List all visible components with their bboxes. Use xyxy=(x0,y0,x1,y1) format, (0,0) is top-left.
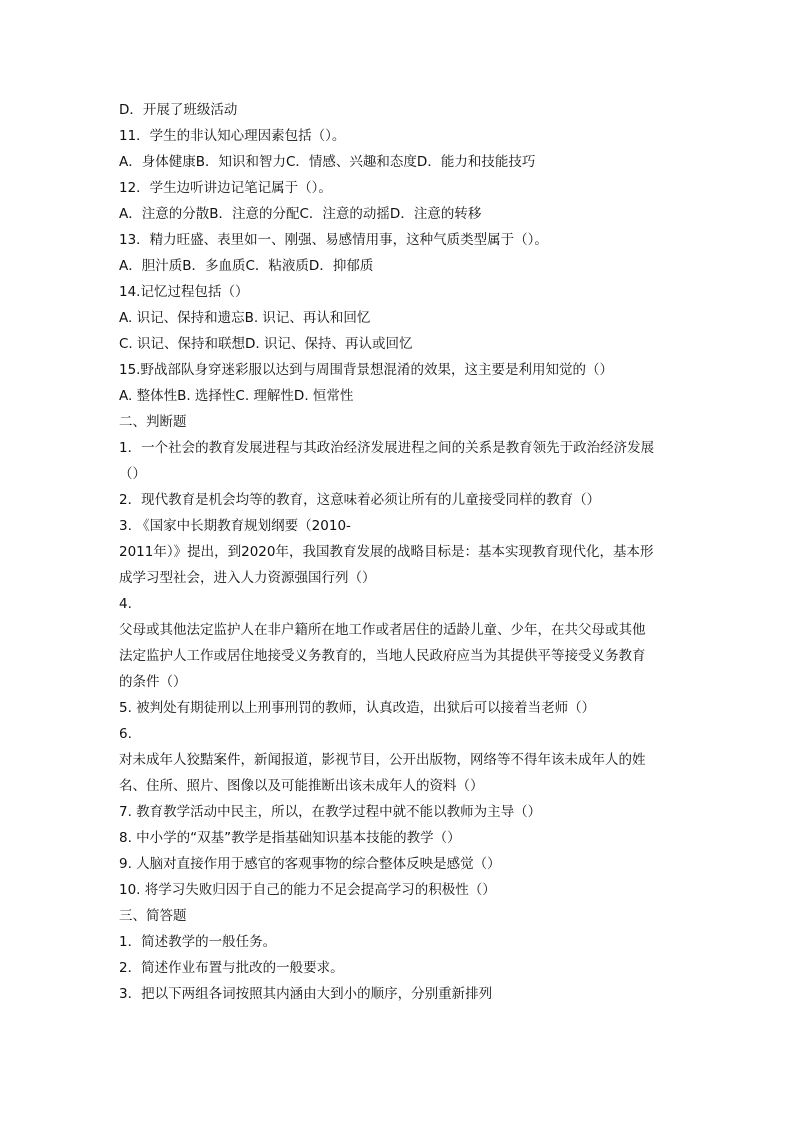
judgement-1-line-1: 1．一个社会的教育发展进程与其政治经济发展进程之间的关系是教育领先于政治经济发展 xyxy=(119,440,655,456)
question-11-options: A．身体健康B．知识和智力C．情感、兴趣和态度D．能力和技能技巧 xyxy=(119,154,536,170)
judgement-7: 7. 教育教学活动中民主，所以，在教学过程中就不能以教师为主导（） xyxy=(119,804,542,820)
judgement-4-line-1: 父母或其他法定监护人在非户籍所在地工作或者居住的适龄儿童、少年，在共父母或其他 xyxy=(119,622,646,638)
judgement-3-line-2: 2011年）》提出，到2020年，我国教育发展的战略目标是：基本实现教育现代化，基本形 xyxy=(119,544,654,560)
document-body xyxy=(119,97,679,1007)
judgement-5: 5. 被判处有期徒刑以上刑事刑罚的教师，认真改造，出狱后可以接着当老师（） xyxy=(119,700,596,716)
question-14-options-cd: C. 识记、保持和联想D. 识记、保持、再认或回忆 xyxy=(119,336,413,352)
question-14: 14.记忆过程包括（） xyxy=(119,284,249,300)
short-answer-1: 1．简述教学的一般任务。 xyxy=(119,934,277,950)
question-13-options: A．胆汁质B．多血质C．粘液质D．抑郁质 xyxy=(119,258,374,274)
judgement-4-number: 4. xyxy=(119,596,132,612)
question-15: 15.野战部队身穿迷彩服以达到与周围背景想混淆的效果，这主要是利用知觉的（） xyxy=(119,362,613,378)
judgement-6-line-2: 名、住所、照片、图像以及可能推断出该未成年人的资料（） xyxy=(119,778,484,794)
judgement-6-line-1: 对未成年人狡黠案件，新闻报道，影视节目，公开出版物，网络等不得年该未成年人的姓 xyxy=(119,752,646,768)
option-line-d: D．开展了班级活动 xyxy=(119,102,238,118)
short-answer-3: 3．把以下两组各词按照其内涵由大到小的顺序，分别重新排列 xyxy=(119,986,493,1002)
short-answer-2: 2．简述作业布置与批改的一般要求。 xyxy=(119,960,344,976)
section-heading-short-answer: 三、简答题 xyxy=(119,908,187,924)
judgement-4-line-2: 法定监护人工作或居住地接受义务教育的，当地人民政府应当为其提供平等接受义务教育 xyxy=(119,648,646,664)
judgement-1-line-2: （） xyxy=(119,466,146,482)
judgement-3-line-3: 成学习型社会，进入人力资源强国行列（） xyxy=(119,570,376,586)
question-14-options-ab: A. 识记、保持和遗忘B. 识记、再认和回忆 xyxy=(119,310,371,326)
judgement-6-number: 6. xyxy=(119,726,132,742)
question-11: 11．学生的非认知心理因素包括（）。 xyxy=(119,128,346,144)
judgement-9: 9. 人脑对直接作用于感官的客观事物的综合整体反映是感觉（） xyxy=(119,856,501,872)
judgement-2: 2．现代教育是机会均等的教育，这意味着必须让所有的儿童接受同样的教育（） xyxy=(119,492,601,508)
question-12: 12．学生边听讲边记笔记属于（）。 xyxy=(119,180,332,196)
question-12-options: A．注意的分散B．注意的分配C．注意的动摇D．注意的转移 xyxy=(119,206,482,222)
judgement-3-line-1: 3. 《国家中长期教育规划纲要（2010- xyxy=(119,518,351,534)
question-15-options: A. 整体性B. 选择性C. 理解性D. 恒常性 xyxy=(119,388,354,404)
question-13: 13．精力旺盛、表里如一、刚强、易感情用事，这种气质类型属于（）。 xyxy=(119,232,548,248)
judgement-10: 10. 将学习失败归因于自己的能力不足会提高学习的积极性（） xyxy=(119,882,496,898)
judgement-4-line-3: 的条件（） xyxy=(119,674,187,690)
judgement-8: 8. 中小学的“双基”教学是指基础知识基本技能的教学（） xyxy=(119,830,461,846)
section-heading-judgement: 二、判断题 xyxy=(119,414,187,430)
